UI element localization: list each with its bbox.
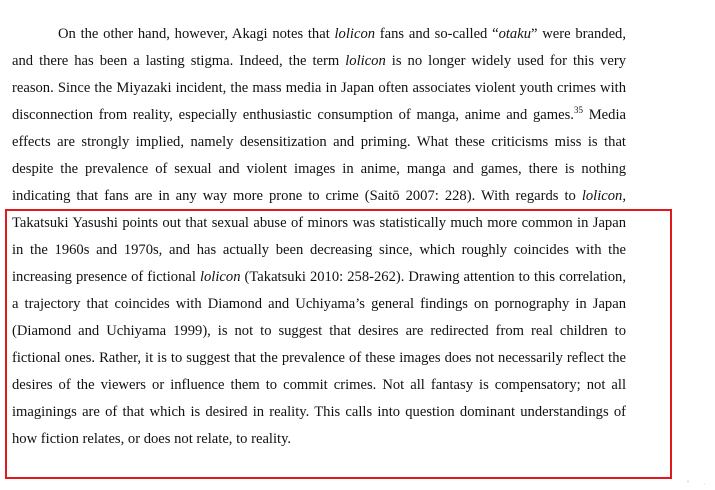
italic-term: otaku bbox=[498, 26, 532, 42]
text-run: is no longer widely used for this very reason. Since the Miyazaki incident, the mass media in Japan often associates violent youth crimes with disconnection from reality, especially enthusiastic consumption of manga, anime and games. bbox=[12, 53, 626, 123]
italic-term: lolicon bbox=[334, 26, 376, 42]
italic-term: lolicon, bbox=[581, 188, 626, 204]
text-run: Media effects are strongly implied, namely desensitization and priming. What these criticisms miss is that despite the prevalence of sexual and violent images in anime, manga and games, there is nothing indicating that fans are in any way more prone to crime (Saitō 2007: 228). With regards to bbox=[12, 107, 626, 204]
text-run: (Takatsuki 2010: 258-262). Drawing attention to this correlation, a trajectory that coincides with Diamond and Uchiyama’s general findings on pornography in Japan (Diamond and Uchiyama 1999), is not to suggest that desires are redirected from real children to fictional ones. Rather, it is to suggest that the prevalence of these images does not necessarily reflect the desires of the viewers or influence them to commit crimes. Not all fantasy is compensatory; not all imaginings are of that which is desired in reality. This calls into question dominant understandings of how fiction relates, or does not relate, to reality. bbox=[12, 269, 626, 447]
text-run: On the other hand, however, Akagi notes that bbox=[58, 26, 335, 42]
footnote-marker[interactable]: 35 bbox=[573, 105, 583, 115]
corner-mark: · bbox=[703, 480, 706, 489]
italic-term: lolicon bbox=[199, 269, 241, 285]
text-run: ” were branded, and there has been a lasting stigma. Indeed, the term bbox=[12, 26, 626, 69]
corner-mark: ˄ bbox=[686, 480, 690, 489]
text-run: fans and so-called “ bbox=[375, 26, 499, 42]
body-paragraph bbox=[12, 21, 626, 453]
italic-term: lolicon bbox=[345, 53, 386, 69]
text-run: Takatsuki Yasushi points out that sexual abuse of minors was statistically much more common in Japan in the 1960s and 1970s, and has actually been decreasing since, which roughly coincides with the increasing presence of fictional bbox=[12, 215, 626, 285]
